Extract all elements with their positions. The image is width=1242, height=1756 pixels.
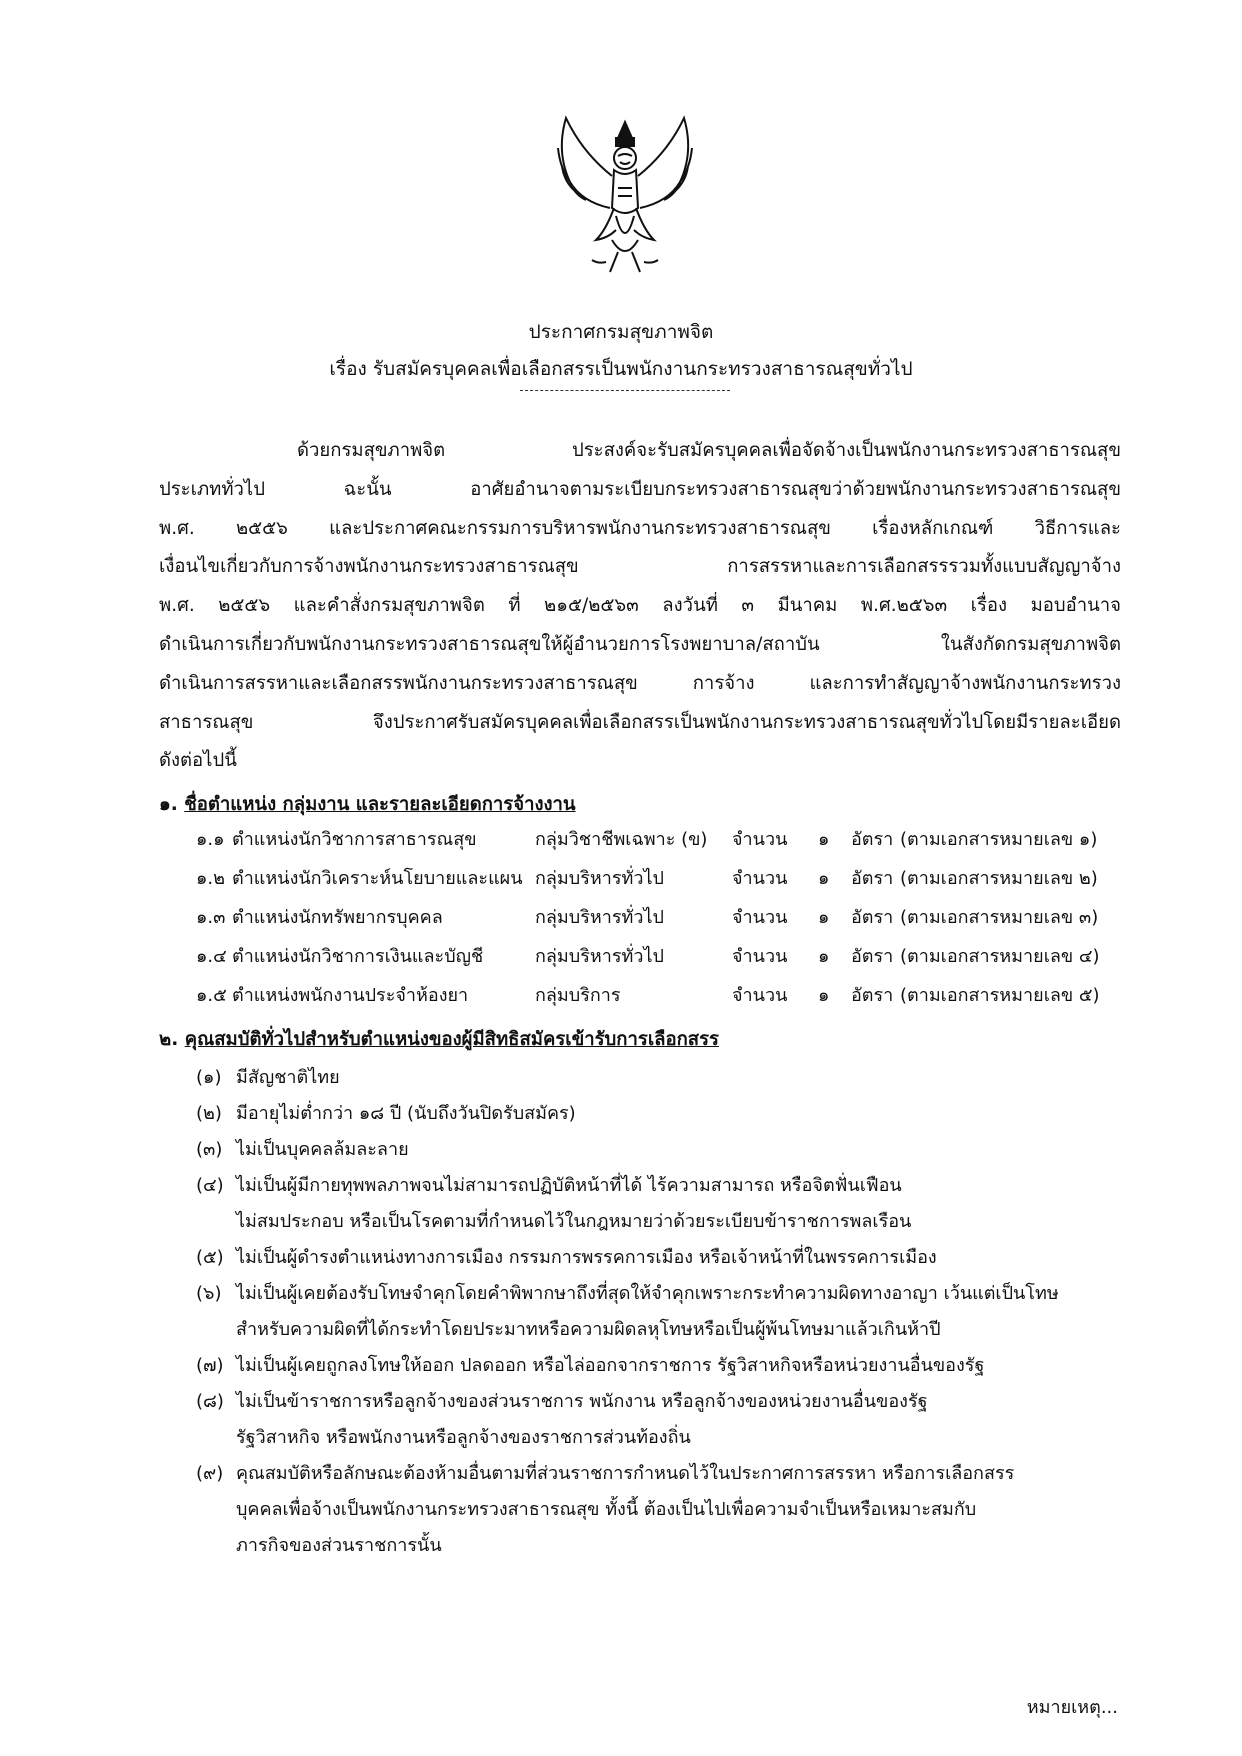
item-text: ไม่เป็นผู้เคยต้องรับโทษจำคุกโดยคำพิพากษาถึงที่สุดให้จำคุกเพราะกระทำความผิดทางอาญา เว้นแต่เป็นโทษ xyxy=(236,1283,1059,1304)
qualification-item xyxy=(196,1240,1126,1276)
section-1-heading xyxy=(159,791,576,819)
garuda-emblem-icon xyxy=(552,112,698,276)
count-value: ๑ xyxy=(818,829,830,850)
count-label: จำนวน xyxy=(732,868,788,889)
item-text: มีสัญชาติไทย xyxy=(236,1067,340,1088)
item-number: (๔) xyxy=(196,1175,224,1196)
count-label: จำนวน xyxy=(732,985,788,1006)
document-reference: (ตามเอกสารหมายเลข ๔) xyxy=(900,946,1100,967)
position-name: ตำแหน่งนักวิชาการเงินและบัญชี xyxy=(232,946,484,967)
item-text: ไม่เป็นผู้ดำรงตำแหน่งทางการเมือง กรรมการพรรคการเมือง หรือเจ้าหน้าที่ในพรรคการเมือง xyxy=(236,1247,937,1268)
item-text: ไม่เป็นข้าราชการหรือลูกจ้างของส่วนราชการ พนักงาน หรือลูกจ้างของหน่วยงานอื่นของรัฐ xyxy=(236,1391,928,1412)
position-row xyxy=(0,982,1242,1022)
intro-line: สาธารณสุข จึงประกาศรับสมัครบุคคลเพื่อเลือกสรรเป็นพนักงานกระทรวงสาธารณสุขทั่วไปโดยมีรายละเอียด xyxy=(159,711,1121,733)
row-number: ๑.๒ xyxy=(196,868,226,889)
item-text: บุคคลเพื่อจ้างเป็นพนักงานกระทรวงสาธารณสุข ทั้งนี้ ต้องเป็นไปเพื่อความจำเป็นหรือเหมาะสมกับ xyxy=(236,1499,977,1520)
position-name: ตำแหน่งพนักงานประจำห้องยา xyxy=(232,985,469,1006)
intro-line: ดำเนินการสรรหาและเลือกสรรพนักงานกระทรวงสาธารณสุข การจ้าง และการทำสัญญาจ้างพนักงานกระทรวง xyxy=(159,672,1121,694)
qualification-item xyxy=(196,1096,1126,1132)
count-value: ๑ xyxy=(818,868,830,889)
position-row xyxy=(0,904,1242,944)
item-number: (๖) xyxy=(196,1283,222,1304)
intro-paragraph xyxy=(159,432,1121,781)
qualification-item xyxy=(196,1456,1126,1564)
qualification-item xyxy=(196,1276,1126,1348)
count-label: จำนวน xyxy=(732,907,788,928)
item-text: ภารกิจของส่วนราชการนั้น xyxy=(236,1535,442,1556)
section-title: คุณสมบัติทั่วไปสำหรับตำแหน่งของผู้มีสิทธิสมัครเข้ารับการเลือกสรร xyxy=(184,1029,719,1050)
section-title: ชื่อตำแหน่ง กลุ่มงาน และรายละเอียดการจ้างงาน xyxy=(184,794,576,815)
position-group: กลุ่มบริการ xyxy=(535,985,621,1006)
rate-label: อัตรา xyxy=(851,907,894,928)
rate-label: อัตรา xyxy=(851,868,894,889)
item-text: มีอายุไม่ต่ำกว่า ๑๘ ปี (นับถึงวันปิดรับสมัคร) xyxy=(236,1103,576,1124)
position-row xyxy=(0,865,1242,905)
item-number: (๘) xyxy=(196,1391,224,1412)
intro-line: พ.ศ. ๒๕๕๖ และคำสั่งกรมสุขภาพจิต ที่ ๒๑๕/๒๕๖๓ ลงวันที่ ๓ มีนาคม พ.ศ.๒๕๖๓ เรื่อง มอบอำนาจ xyxy=(159,595,1121,617)
item-text: ไม่เป็นบุคคลล้มละลาย xyxy=(236,1139,409,1160)
row-number: ๑.๓ xyxy=(196,907,226,928)
position-name: ตำแหน่งนักวิชาการสาธารณสุข xyxy=(232,829,477,850)
intro-line: เงื่อนไขเกี่ยวกับการจ้างพนักงานกระทรวงสาธารณสุข การสรรหาและการเลือกสรรรวมทั้งแบบสัญญาจ้าง xyxy=(159,556,1121,578)
item-text: สำหรับความผิดที่ได้กระทำโดยประมาทหรือความผิดลหุโทษหรือเป็นผู้พ้นโทษมาแล้วเกินห้าปี xyxy=(236,1319,941,1340)
position-group: กลุ่มวิชาชีพเฉพาะ (ข) xyxy=(535,829,708,850)
count-label: จำนวน xyxy=(732,829,788,850)
continued-note: หมายเหตุ... xyxy=(1026,1697,1118,1718)
position-row xyxy=(0,826,1242,866)
item-number: (๕) xyxy=(196,1247,224,1268)
document-reference: (ตามเอกสารหมายเลข ๓) xyxy=(900,907,1099,928)
count-label: จำนวน xyxy=(732,946,788,967)
count-value: ๑ xyxy=(818,946,830,967)
count-value: ๑ xyxy=(818,985,830,1006)
item-number: (๗) xyxy=(196,1355,224,1376)
item-number: (๙) xyxy=(196,1463,224,1484)
section-2-heading xyxy=(159,1026,719,1054)
item-text: ไม่สมประกอบ หรือเป็นโรคตามที่กำหนดไว้ในกฎหมายว่าด้วยระเบียบข้าราชการพลเรือน xyxy=(236,1211,912,1232)
intro-line: ดำเนินการเกี่ยวกับพนักงานกระทรวงสาธารณสุขให้ผู้อำนวยการโรงพยาบาล/สถาบัน ในสังกัดกรมสุขภาพจิต xyxy=(159,633,1121,655)
row-number: ๑.๑ xyxy=(196,829,225,850)
item-number: (๓) xyxy=(196,1139,223,1160)
item-text: ไม่เป็นผู้เคยถูกลงโทษให้ออก ปลดออก หรือไล่ออกจากราชการ รัฐวิสาหกิจหรือหน่วยงานอื่นของรัฐ xyxy=(236,1355,985,1376)
position-group: กลุ่มบริหารทั่วไป xyxy=(535,946,664,967)
position-name: ตำแหน่งนักวิเคราะห์นโยบายและแผน xyxy=(232,868,523,889)
section-number: ๑. xyxy=(159,794,178,815)
position-group: กลุ่มบริหารทั่วไป xyxy=(535,907,664,928)
announcement-title: ประกาศกรมสุขภาพจิต xyxy=(528,321,714,343)
item-text: คุณสมบัติหรือลักษณะต้องห้ามอื่นตามที่ส่วนราชการกำหนดไว้ในประกาศการสรรหา หรือการเลือกสรร xyxy=(236,1463,1015,1484)
item-number: (๒) xyxy=(196,1103,222,1124)
document-reference: (ตามเอกสารหมายเลข ๑) xyxy=(900,829,1098,850)
item-text: ไม่เป็นผู้มีกายทุพพลภาพจนไม่สามารถปฏิบัติหน้าที่ได้ ไร้ความสามารถ หรือจิตฟั่นเฟือน xyxy=(236,1175,902,1196)
position-row xyxy=(0,943,1242,983)
position-group: กลุ่มบริหารทั่วไป xyxy=(535,868,664,889)
qualification-item xyxy=(196,1348,1126,1384)
rate-label: อัตรา xyxy=(851,946,894,967)
qualification-item xyxy=(196,1168,1126,1240)
intro-line: ประเภททั่วไป ฉะนั้น อาศัยอำนาจตามระเบียบกระทรวงสาธารณสุขว่าด้วยพนักงานกระทรวงสาธารณสุข xyxy=(159,478,1121,500)
count-value: ๑ xyxy=(818,907,830,928)
intro-line: ดังต่อไปนี้ xyxy=(159,750,237,772)
document-reference: (ตามเอกสารหมายเลข ๒) xyxy=(900,868,1098,889)
row-number: ๑.๕ xyxy=(196,985,227,1006)
rate-label: อัตรา xyxy=(851,829,894,850)
row-number: ๑.๔ xyxy=(196,946,227,967)
title-divider xyxy=(520,390,730,391)
qualification-list xyxy=(196,1060,1126,1564)
intro-line: พ.ศ. ๒๕๕๖ และประกาศคณะกรรมการบริหารพนักงานกระทรวงสาธารณสุข เรื่องหลักเกณฑ์ วิธีการและ xyxy=(159,517,1121,539)
rate-label: อัตรา xyxy=(851,985,894,1006)
qualification-item xyxy=(196,1060,1126,1096)
item-text: รัฐวิสาหกิจ หรือพนักงานหรือลูกจ้างของราชการส่วนท้องถิ่น xyxy=(236,1427,691,1448)
qualification-item xyxy=(196,1132,1126,1168)
position-name: ตำแหน่งนักทรัพยากรบุคคล xyxy=(232,907,443,928)
announcement-subject: เรื่อง รับสมัครบุคคลเพื่อเลือกสรรเป็นพนักงานกระทรวงสาธารณสุขทั่วไป xyxy=(329,358,913,380)
intro-line: ด้วยกรมสุขภาพจิต ประสงค์จะรับสมัครบุคคลเพื่อจัดจ้างเป็นพนักงานกระทรวงสาธารณสุข xyxy=(297,440,1121,461)
section-number: ๒. xyxy=(159,1029,179,1050)
item-number: (๑) xyxy=(196,1067,222,1088)
document-reference: (ตามเอกสารหมายเลข ๕) xyxy=(900,985,1100,1006)
qualification-item xyxy=(196,1384,1126,1456)
